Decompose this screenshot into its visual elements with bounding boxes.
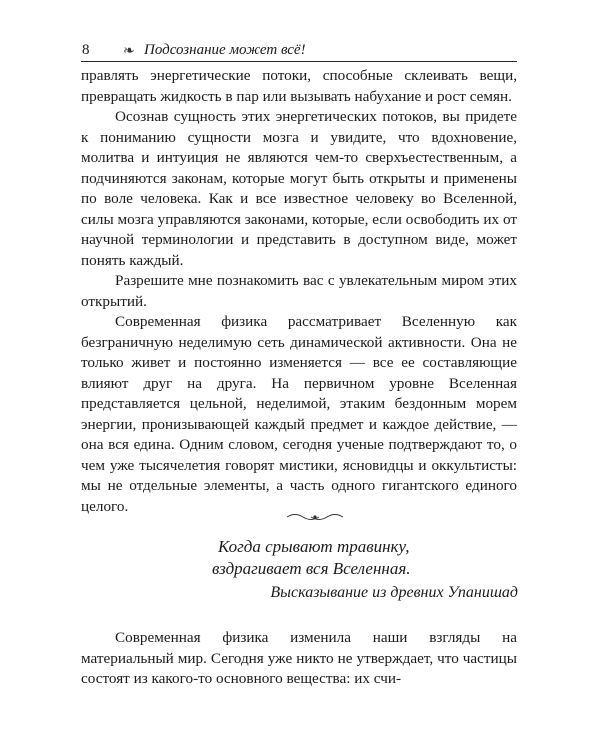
paragraph: правлять энергетические потоки, способные склеивать вещи, превращать жидкость в пар или вызывать набухание и рост семян. [81, 67, 517, 105]
fleuron-icon: ❧ [123, 44, 135, 59]
epigraph-source: Высказывание из древних Упанишад [270, 584, 518, 601]
paragraph: Современная физика изменила наши взгляды на материальный мир. Сегодня уже никто не утверждает, что частицы состоят из какого-то основного вещества: их счи- [81, 629, 517, 687]
main-text [81, 66, 517, 517]
page-number: 8 [82, 42, 90, 58]
paragraph: Осознав сущность этих энергетических потоков, вы придете к пониманию сущности мозга и увидите, что вдохновение, молитва и интуиция не являются чем-то сверхъестественным, а подчиняются законам, которые могут быть открыты и применены по воле человека. Как и все известное человеку во Вселенной, силы мозга управляются законами, которые, если освободить их от научной терминологии и представить в доступном виде, может понять каждый. [81, 108, 517, 269]
paragraph: Современная физика рассматривает Вселенную как безграничную неделимую сеть динамической активности. Она не только живет и постоянно изменяется — все ее составляющие влияют друг на друга. На первичном уровне Вселенная представляется цельной, неделимой, этаким бездонным морем энергии, пронизывающей каждый предмет и каждое действие, — она вся едина. Одним словом, сегодня ученые подтверждают то, о чем уже тысячелетия говорят мистики, ясновидцы и оккультисты: мы не отдельные элементы, а часть одного гигантского единого целого. [81, 313, 517, 515]
epigraph [200, 536, 518, 604]
running-title: Подсознание может всё! [144, 42, 306, 58]
paragraph: Разрешите мне познакомить вас с увлекательным миром этих открытий. [81, 272, 517, 310]
epigraph-line: Когда срывают травинку, [218, 537, 410, 556]
ornament-divider-icon [285, 510, 345, 524]
main-text-continued [81, 628, 517, 690]
page-header [81, 40, 517, 62]
epigraph-line: вздрагивает вся Вселенная. [212, 559, 411, 578]
header-rule [81, 61, 517, 62]
